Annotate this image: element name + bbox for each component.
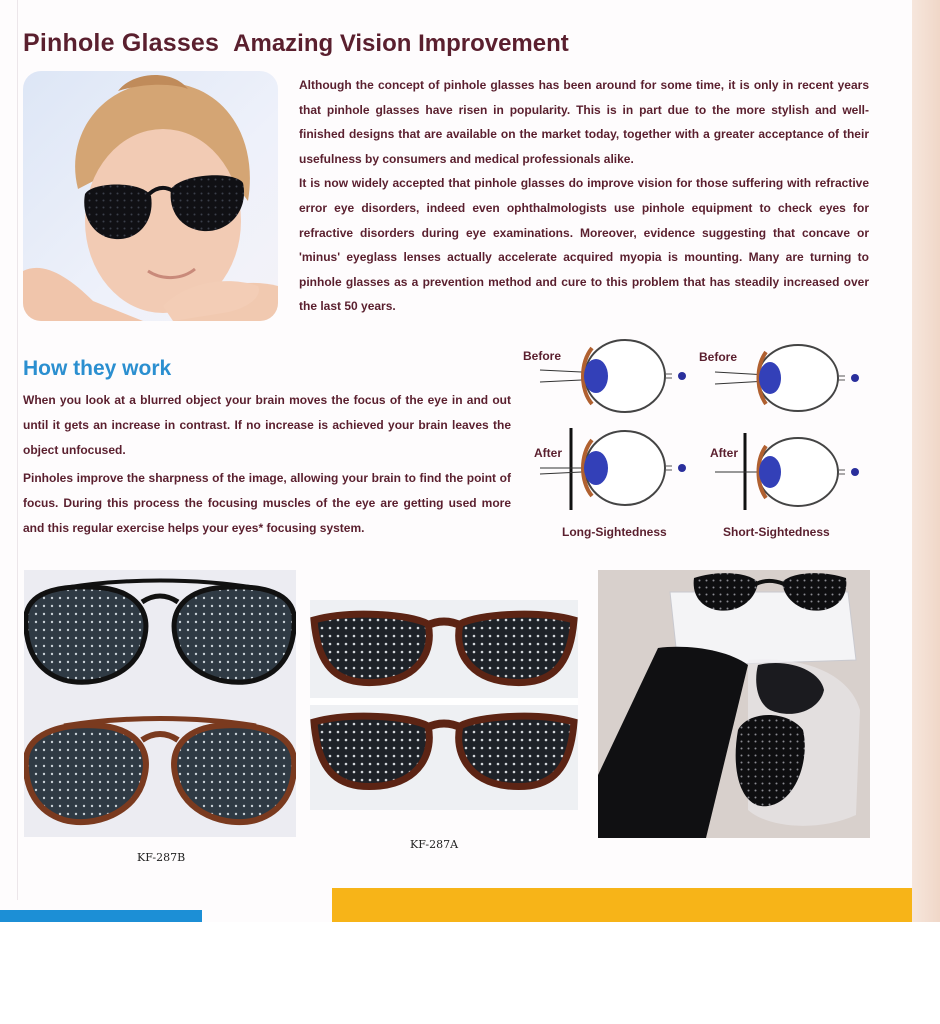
caption-short-sightedness: Short-Sightedness bbox=[723, 525, 830, 539]
label-before-long: Before bbox=[523, 349, 562, 363]
product-photo-pouch-and-box bbox=[598, 570, 870, 838]
footer-blue-bar bbox=[0, 910, 202, 922]
footer-yellow-bar bbox=[332, 888, 912, 922]
label-after-long: After bbox=[534, 446, 563, 460]
how-paragraph: When you look at a blurred object your brain moves the focus of the eye in and out until it gets an increase in contrast. If no increase is achieved your brain leaves the object unfocused. bbox=[23, 393, 511, 457]
eye-after-long-icon bbox=[540, 428, 686, 510]
intro-paragraph: It is now widely accepted that pinhole glasses do improve vision for those suffering with refractive error eye disorders, indeed even ophthalmologists use pinhole equipment to check eyes for refractive disorders during eye examinations. Moreover, evidence suggesting that concave or 'minus' eyeglass lenses actually accelerate acquired myopia is mounting. Many are turning to pinhole glasses as a prevention method and cure to this problem that has steadily increased over the last 50 years. bbox=[299, 176, 869, 314]
eye-focus-diagram bbox=[520, 338, 860, 548]
left-margin-rule bbox=[17, 0, 18, 900]
page-edge bbox=[912, 0, 940, 922]
intro-text bbox=[299, 73, 869, 319]
intro-paragraph: Although the concept of pinhole glasses has been around for some time, it is only in recent years that pinhole glasses have risen in popularity. This is in part due to the more stylish and well-finished designs that are available on the market today, together with a greater acceptance of their usefulness by consumers and medical professionals alike. bbox=[299, 78, 869, 166]
caption-long-sightedness: Long-Sightedness bbox=[562, 525, 667, 539]
woman-with-pinhole-glasses-photo bbox=[23, 71, 278, 321]
label-before-short: Before bbox=[699, 350, 738, 364]
page-title bbox=[23, 22, 569, 59]
product-photo-kf-287a bbox=[310, 600, 578, 810]
how-paragraph: Pinholes improve the sharpness of the image, allowing your brain to find the point of focus. During this process the focusing muscles of the eye are getting used more and this regular exercise helps your eyes* focusing system. bbox=[23, 471, 511, 535]
product-photo-kf-287b bbox=[24, 570, 296, 837]
eye-before-long-icon bbox=[540, 340, 686, 412]
caption-kf-287a: KF-287A bbox=[410, 838, 459, 851]
label-after-short: After bbox=[710, 446, 739, 460]
title-subtitle: Amazing Vision Improvement bbox=[233, 30, 569, 57]
how-they-work-heading: How they work bbox=[23, 357, 172, 380]
title-main: Pinhole Glasses bbox=[23, 29, 220, 57]
eye-before-short-icon bbox=[715, 345, 859, 411]
how-they-work-text bbox=[23, 388, 511, 544]
eye-after-short-icon bbox=[715, 433, 859, 510]
caption-kf-287b: KF-287B bbox=[137, 851, 186, 864]
